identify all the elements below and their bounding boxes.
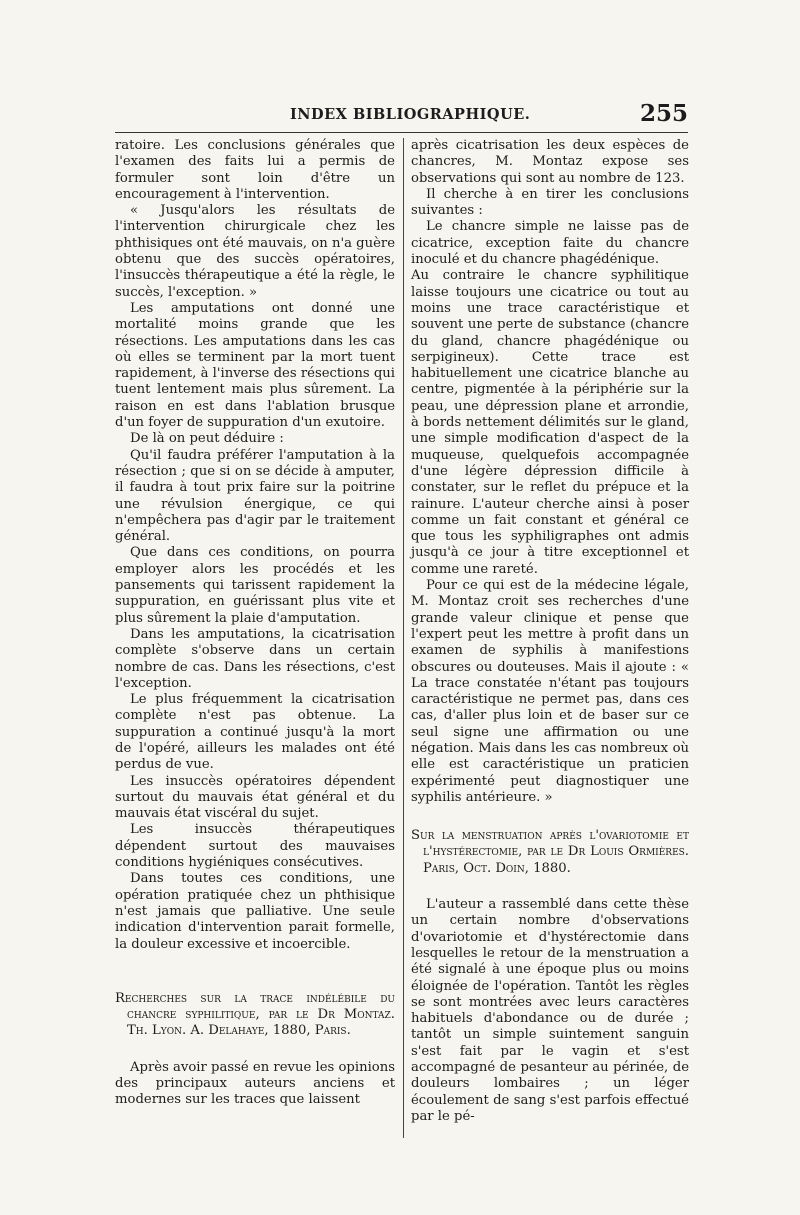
- paragraph: Le chancre simple ne laisse pas de cicatrice, exception faite du chancre inoculé et du chancre phagédénique.: [411, 219, 689, 268]
- bibliography-entry-title: Recherches sur la trace indélébile du chancre syphilitique, par le Dr Montaz. Th. Lyon. A. Delahaye, 1880, Paris.: [115, 990, 395, 1039]
- running-title: INDEX BIBLIOGRAPHIQUE.: [290, 106, 531, 123]
- paragraph: ratoire. Les conclusions générales que l'examen des faits lui a permis de formuler sont loin d'être un encouragement à l'intervention.: [115, 138, 395, 202]
- column-divider: [403, 138, 404, 1138]
- bibliography-entry-title: Sur la menstruation après l'ovariotomie et l'hystérectomie, par le Dr Louis Ormières. Paris, Oct. Doin, 1880.: [411, 828, 689, 876]
- paragraph: Après avoir passé en revue les opinions des principaux auteurs anciens et modernes sur les traces que laissent: [115, 1059, 395, 1108]
- paragraph: Pour ce qui est de la médecine légale, M. Montaz croit ses recherches d'une grande valeur clinique et pense que l'expert peut les mettre à profit dans un examen de syphilis à manifestions obscures ou douteuses. Mais il ajoute : « La trace constatée n'étant pas toujours caractéristique ne permet pas, dans ces cas, d'aller plus loin et de baser sur ce seul signe une affirmation ou une négation. Mais dans les cas nombreux où elle est caractéristique un praticien expérimenté peut diagnostiquer une syphilis antérieure. »: [411, 578, 689, 805]
- paragraph: Dans les amputations, la cicatrisation complète s'observe dans un certain nombre de cas. Dans les résections, c'est l'exception.: [115, 626, 395, 691]
- page-header: [115, 100, 688, 133]
- paragraph: après cicatrisation les deux espèces de chancres, M. Montaz expose ses observations qui sont au nombre de 123.: [411, 138, 689, 186]
- paragraph: De là on peut déduire :: [130, 431, 284, 447]
- paragraph: Les insuccès opératoires dépendent surtout du mauvais état général et du mauvais état viscéral du sujet.: [115, 773, 395, 822]
- paragraph: L'auteur a rassemblé dans cette thèse un certain nombre d'observations d'ovariotomie et d'hystérectomie dans lesquelles le retour de la menstruation a été signalé à une époque plus ou moins éloignée de l'opération. Tantôt les règles se sont montrées avec leurs caractères habituels d'abondance ou de durée ; tantôt un simple suintement sanguin s'est fait par le vagin et s'est accompagné de pesanteur au périnée, de douleurs lombaires ; un léger écoulement de sang s'est parfois effectué par le pé-: [411, 897, 689, 1124]
- paragraph: Les insuccès thérapeutiques dépendent surtout des mauvaises conditions hygiéniques consécutives.: [115, 822, 395, 871]
- left-column: [115, 138, 395, 1109]
- paragraph: Au contraire le chancre syphilitique laisse toujours une cicatrice ou tout au moins une trace caractéristique et souvent une perte de substance (chancre du gland, chancre phagédénique ou serpigineux). Cette trace est habituellement une cicatrice blanche au centre, pigmentée à la périphérie sur la peau, une dépression plane et arrondie, à bords nettement délimités sur le gland, une simple modification d'aspect de la muqueuse, quelquefois accompagnée d'une légère dépression difficile à constater, sur le reflet du prépuce et la rainure. L'auteur cherche ainsi à poser comme un fait constant et général ce que tous les syphiligraphes ont admis jusqu'à ce jour à titre exceptionnel et comme une rareté.: [411, 268, 689, 577]
- page-number: 255: [639, 100, 688, 127]
- paragraph: « Jusqu'alors les résultats de l'intervention chirurgicale chez les phthisiques ont été mauvais, on n'a guère obtenu que des succès opératoires, l'insuccès thérapeutique a été la règle, le succès, l'exception. »: [115, 203, 395, 300]
- paragraph: Dans toutes ces conditions, une opération pratiquée chez un phthisique n'est jamais que palliative. Une seule indication d'intervention parait formelle, la douleur excessive et incoercible.: [115, 871, 395, 952]
- paragraph: Les amputations ont donné une mortalité moins grande que les résections. Les amputations dans les cas où elles se terminent par la mort tuent rapidement, à l'inverse des résections qui tuent lentement mais plus sûrement. La raison en est dans l'ablation brusque d'un foyer de suppuration d'un exutoire.: [115, 300, 395, 431]
- paragraph: Que dans ces conditions, on pourra employer alors les procédés et les pansements qui tarissent rapidement la suppuration, en guérissant plus vite et plus sûrement la plaie d'amputation.: [115, 545, 395, 626]
- right-column: [411, 138, 689, 1125]
- paragraph: Il cherche à en tirer les conclusions suivantes :: [411, 186, 689, 219]
- paragraph: Le plus fréquemment la cicatrisation complète n'est pas obtenue. La suppuration a continué jusqu'à la mort de l'opéré, ailleurs les malades ont été perdus de vue.: [115, 692, 395, 773]
- paragraph: Qu'il faudra préférer l'amputation à la résection ; que si on se décide à amputer, il faudra à tout prix faire sur la poitrine une révulsion énergique, ce qui n'empêchera pas d'agir par le traitement général.: [115, 447, 395, 545]
